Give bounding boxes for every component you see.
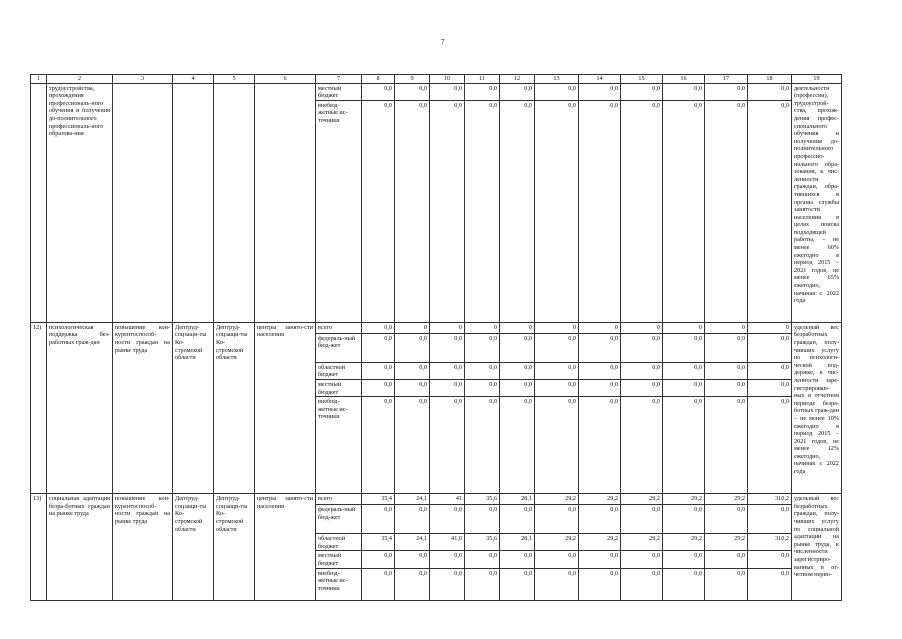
activity-name: психологическая поддержка без-работных граж-дан (47, 322, 113, 493)
funding-value: 0,0 (465, 568, 500, 600)
funding-value: 0,0 (705, 397, 748, 494)
funding-value: 0,0 (465, 379, 500, 396)
funding-value: 0,0 (535, 83, 579, 100)
funding-value: 0,0 (395, 379, 430, 396)
column-number: 7 (316, 75, 362, 84)
funding-value: 0,0 (621, 551, 663, 568)
funding-value: 0,0 (621, 333, 663, 362)
funding-source: федераль-ный бюд-жет (316, 333, 362, 362)
funding-value: 0,0 (705, 551, 748, 568)
funding-value: 0,0 (500, 83, 535, 100)
funding-value: 0,0 (535, 100, 579, 322)
funding-source: областной бюджет (316, 362, 362, 379)
funding-value: 0,0 (395, 397, 430, 494)
funding-value: 0,0 (663, 100, 705, 322)
column-number: 13 (535, 75, 579, 84)
funding-value: 0,0 (362, 551, 395, 568)
funding-value: 0,0 (535, 568, 579, 600)
funding-value: 0,0 (362, 100, 395, 322)
funding-value: 0,0 (430, 551, 465, 568)
funding-value: 0,0 (579, 551, 621, 568)
funding-source: внебюд-жетные ис-точники (316, 397, 362, 494)
funding-value: 29,2 (705, 494, 748, 505)
funding-value: 0,0 (579, 397, 621, 494)
funding-value: 29,2 (663, 494, 705, 505)
funding-value: 0,0 (705, 83, 748, 100)
funding-value: 0,0 (362, 333, 395, 362)
funding-value: 0,0 (465, 362, 500, 379)
funding-value: 0,0 (395, 83, 430, 100)
funding-value: 0,0 (621, 397, 663, 494)
item-number-empty (31, 83, 47, 322)
funding-value: 0,0 (621, 100, 663, 322)
funding-value: 0,0 (579, 333, 621, 362)
column-number: 18 (748, 75, 792, 84)
goal: повышение кон-курентоспособ-ности граждан на рынке труда (113, 322, 173, 493)
column-number: 16 (663, 75, 705, 84)
participants-empty (255, 83, 316, 322)
funding-value: 0,0 (465, 83, 500, 100)
funding-value: 0,0 (663, 83, 705, 100)
funding-source: внебюд-жетные ис-точники (316, 568, 362, 600)
funding-value: 0,0 (663, 505, 705, 534)
funding-value: 0 (465, 322, 500, 333)
funding-value: 310,2 (748, 534, 792, 551)
funding-value: 0,0 (579, 100, 621, 322)
column-number: 14 (579, 75, 621, 84)
funding-value: 0,0 (579, 505, 621, 534)
column-number: 2 (47, 75, 113, 84)
funding-value: 0,0 (430, 379, 465, 396)
column-number: 19 (792, 75, 842, 84)
funding-value: 41,0 (430, 534, 465, 551)
funding-value: 310,2 (748, 494, 792, 505)
funding-value: 29,2 (579, 494, 621, 505)
funding-value: 0 (748, 322, 792, 333)
funding-value: 0,0 (362, 397, 395, 494)
funding-value: 0,0 (663, 379, 705, 396)
column-number: 10 (430, 75, 465, 84)
funding-value: 0,0 (395, 333, 430, 362)
funding-value: 0,0 (663, 568, 705, 600)
column-number: 6 (255, 75, 316, 84)
funding-source: всего (316, 322, 362, 333)
funding-value: 0,0 (362, 379, 395, 396)
funding-value: 0,0 (465, 505, 500, 534)
funding-value: 0 (705, 322, 748, 333)
funding-value: 0,0 (663, 397, 705, 494)
funding-value: 0 (430, 322, 465, 333)
program-table (30, 74, 842, 601)
page-number: 7 (441, 38, 445, 46)
funding-value: 0 (663, 322, 705, 333)
funding-value: 0,0 (395, 505, 430, 534)
funding-value: 0,0 (362, 568, 395, 600)
funding-value: 0,0 (705, 333, 748, 362)
funding-value: 0,0 (362, 322, 395, 333)
funding-value: 0,0 (705, 100, 748, 322)
funding-value: 0,0 (362, 83, 395, 100)
funding-value: 0,0 (395, 568, 430, 600)
funding-source: федераль-ный бюд-жет (316, 505, 362, 534)
funding-source: местный бюджет (316, 83, 362, 100)
funding-value: 35,6 (465, 534, 500, 551)
funding-value: 0,0 (500, 379, 535, 396)
funding-value: 29,2 (621, 494, 663, 505)
funding-value: 29,2 (705, 534, 748, 551)
participants: центры занято-сти населения (255, 322, 316, 493)
funding-value: 28,1 (500, 534, 535, 551)
funding-value: 24,1 (395, 534, 430, 551)
funding-value: 35,6 (465, 494, 500, 505)
funding-value: 0,0 (535, 551, 579, 568)
funding-value: 0,0 (430, 100, 465, 322)
funding-source: внебюд-жетные ис-точники (316, 100, 362, 322)
funding-value: 0,0 (430, 362, 465, 379)
responsible-empty (173, 83, 214, 322)
funding-value: 0,0 (500, 505, 535, 534)
funding-value: 0 (500, 322, 535, 333)
column-number: 3 (113, 75, 173, 84)
funding-value: 0,0 (705, 568, 748, 600)
funding-value: 35,4 (362, 494, 395, 505)
funding-value: 35,4 (362, 534, 395, 551)
funding-value: 0,0 (500, 551, 535, 568)
funding-value: 0,0 (500, 568, 535, 600)
funding-value: 0 (535, 322, 579, 333)
column-number: 12 (500, 75, 535, 84)
column-number: 15 (621, 75, 663, 84)
funding-value: 28,1 (500, 494, 535, 505)
funding-value: 0,0 (579, 362, 621, 379)
column-number: 4 (173, 75, 214, 84)
funding-value: 0,0 (748, 379, 792, 396)
item-number: 12) (31, 322, 47, 493)
funding-value: 0,0 (430, 505, 465, 534)
funding-value: 0,0 (705, 362, 748, 379)
funding-value: 29,2 (535, 534, 579, 551)
responsible-executor: Дептруд-соцзащи-ты Ко-стромской области (173, 322, 214, 493)
target-indicator: удельный вес безработных граждан, полу-чивших услугу по психологи-ческой под-держке, к чис-ленности заре-гистрирован-ных в отчетном периоде безра-ботных граж-дан – не менее 10% ежегодно в период 2015 – 2021 годов, не менее 12% ежегодно, начиная с 2022 года (792, 322, 842, 493)
co-executor: Дептруд-соцзащи-ты Ко-стромской области (214, 322, 255, 493)
funding-value: 0,0 (705, 505, 748, 534)
co-executor-empty (214, 83, 255, 322)
funding-value: 0,0 (362, 505, 395, 534)
funding-value: 0 (579, 322, 621, 333)
funding-value: 0,0 (500, 100, 535, 322)
r13-row (31, 494, 842, 505)
funding-value: 0,0 (621, 83, 663, 100)
funding-value: 0,0 (430, 568, 465, 600)
column-number: 1 (31, 75, 47, 84)
funding-value: 0,0 (705, 379, 748, 396)
funding-value: 0,0 (535, 505, 579, 534)
responsible-executor: Дептруд-соцзащи-ты Ко-стромской области (173, 494, 214, 600)
funding-value: 0,0 (621, 379, 663, 396)
funding-value: 0,0 (748, 362, 792, 379)
funding-value: 0,0 (465, 551, 500, 568)
funding-value: 0,0 (535, 397, 579, 494)
funding-value: 24,1 (395, 494, 430, 505)
funding-value: 0,0 (535, 333, 579, 362)
funding-value: 0,0 (748, 100, 792, 322)
funding-value: 0,0 (748, 83, 792, 100)
participants: центры занято-сти населения (255, 494, 316, 600)
funding-value: 0,0 (663, 551, 705, 568)
column-number: 5 (214, 75, 255, 84)
funding-value: 0,0 (465, 100, 500, 322)
column-number: 17 (705, 75, 748, 84)
funding-value: 29,2 (621, 534, 663, 551)
funding-value: 0,0 (579, 379, 621, 396)
funding-value: 0,0 (430, 397, 465, 494)
funding-value: 0,0 (535, 362, 579, 379)
r12-row (31, 322, 842, 333)
funding-value: 0,0 (465, 397, 500, 494)
funding-source: местный бюджет (316, 379, 362, 396)
funding-value: 0,0 (748, 397, 792, 494)
funding-value: 29,2 (535, 494, 579, 505)
cont-row (31, 83, 842, 100)
funding-value: 0,0 (430, 83, 465, 100)
funding-source: всего (316, 494, 362, 505)
funding-value: 0,0 (621, 568, 663, 600)
funding-value: 29,2 (579, 534, 621, 551)
funding-value: 0,0 (535, 379, 579, 396)
funding-value: 0,0 (621, 505, 663, 534)
funding-value: 0,0 (395, 100, 430, 322)
funding-value: 41 (430, 494, 465, 505)
column-number: 8 (362, 75, 395, 84)
funding-value: 0,0 (748, 505, 792, 534)
co-executor: Дептруд-соцзащи-ты Ко-стромской области (214, 494, 255, 600)
activity-name: социальная адаптация безра-ботных граждан на рынке труда (47, 494, 113, 600)
goal-empty (113, 83, 173, 322)
funding-value: 0,0 (500, 397, 535, 494)
column-number: 9 (395, 75, 430, 84)
funding-value: 0,0 (395, 362, 430, 379)
activity-name: трудоустройства, прохождения профессиональ-ного обучения и получения до-полнительного профессиональ-ного образова-ния (47, 83, 113, 322)
target-indicator: удельный вес безработных граждан, полу-чивших услугу по социальной адаптации на рынке труда, к численности зарегистриро-ванных в от-четном перио- (792, 494, 842, 600)
item-number: 13) (31, 494, 47, 600)
column-number-row (31, 75, 842, 84)
funding-value: 0,0 (500, 362, 535, 379)
funding-value: 0,0 (748, 568, 792, 600)
funding-value: 0,0 (395, 551, 430, 568)
funding-value: 0,0 (430, 333, 465, 362)
funding-value: 0,0 (362, 362, 395, 379)
funding-value: 0,0 (579, 568, 621, 600)
funding-value: 0,0 (748, 333, 792, 362)
target-indicator: деятельности (профессии), трудоустрой-ства, прохож-дения профес-сионального обучения и получения до-полнительного профессио-нального обра-зования, к чис-ленности граждан, обра-тившихся в органы службы занятости населения в целях поиска подходящей работы, – не менее 60% ежегодно в период 2015 – 2021 годов, не менее 65% ежегодно, начиная с 2022 года (792, 83, 842, 322)
funding-value: 0,0 (663, 333, 705, 362)
funding-value: 0,0 (748, 551, 792, 568)
goal: повышение кон-курентоспособ-ности граждан на рынке труда (113, 494, 173, 600)
funding-source: местный бюджет (316, 551, 362, 568)
funding-value: 0 (395, 322, 430, 333)
funding-value: 0 (621, 322, 663, 333)
funding-value: 0,0 (621, 362, 663, 379)
funding-value: 0,0 (579, 83, 621, 100)
column-number: 11 (465, 75, 500, 84)
funding-value: 0,0 (465, 333, 500, 362)
funding-value: 0,0 (663, 362, 705, 379)
funding-value: 0,0 (500, 333, 535, 362)
funding-source: областной бюджет (316, 534, 362, 551)
funding-value: 29,2 (663, 534, 705, 551)
